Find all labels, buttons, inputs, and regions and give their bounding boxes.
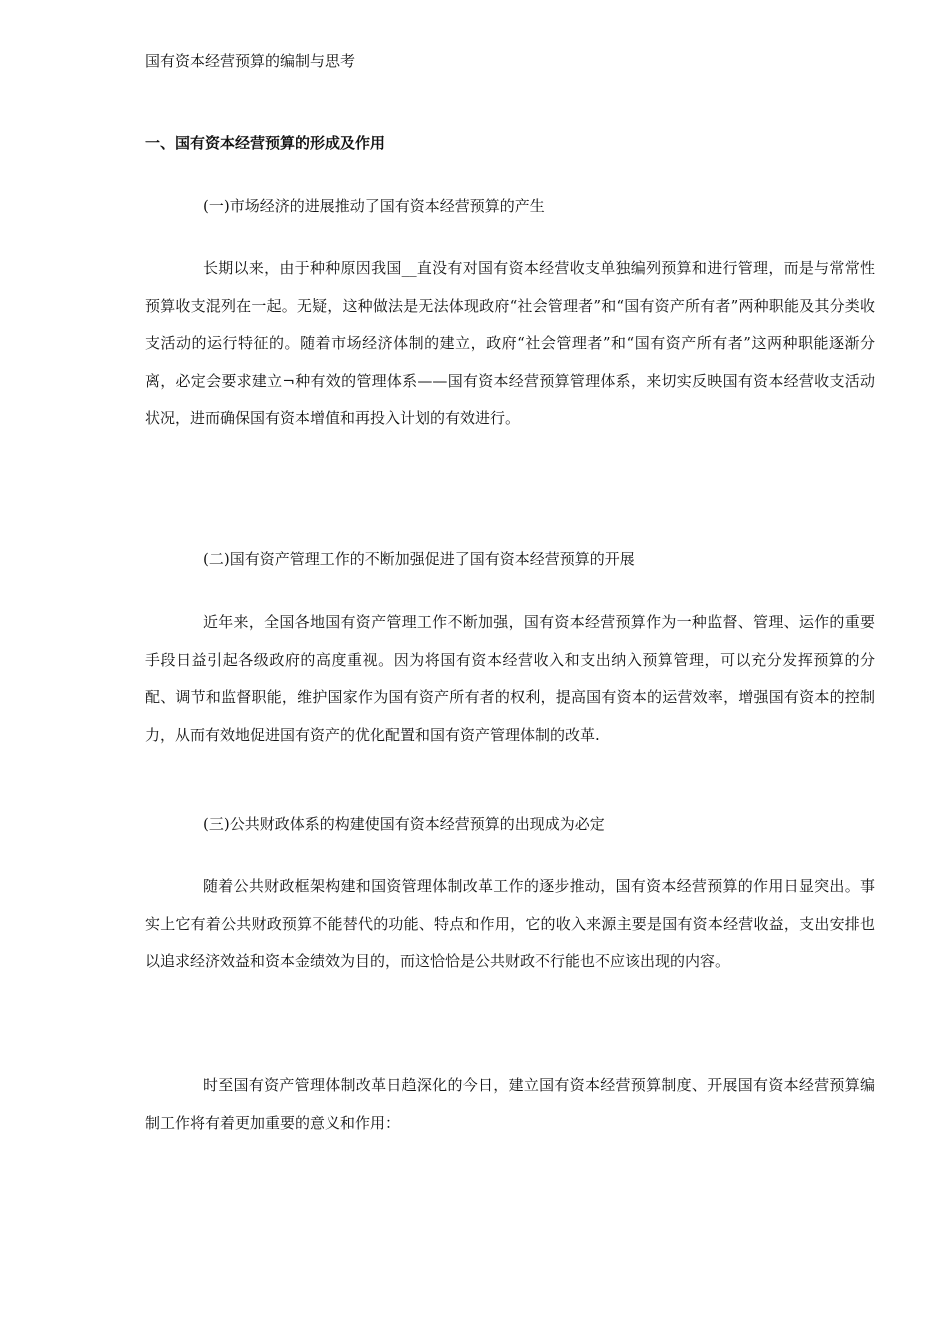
document-title: 国有资本经营预算的编制与思考 [145, 52, 356, 70]
paragraph-1: 长期以来，由于种种原因我国__直没有对国有资本经营收支单独编列预算和进行管理，而是与常常性预算收支混列在一起。无疑，这种做法是无法体现政府“社会管理者”和“国有资产所有者”两种职能及其分类收支活动的运行特征的。随着市场经济体制的建立，政府“社会管理者”和“国有资产所有者”这两种职能逐渐分离，必定会要求建立¬种有效的管理体系——国有资本经营预算管理体系，来切实反映国有资本经营收支活动状况，进而确保国有资本增值和再投入计划的有效进行。 [145, 259, 875, 427]
paragraph-4: 时至国有资产管理体制改革日趋深化的今日，建立国有资本经营预算制度、开展国有资本经营预算编制工作将有着更加重要的意义和作用： [145, 1076, 875, 1132]
section-heading: 一、国有资本经营预算的形成及作用 [145, 134, 386, 152]
sub-heading-2: (二)国有资产管理工作的不断加强促进了国有资本经营预算的开展 [203, 550, 635, 568]
paragraph-2: 近年来，全国各地国有资产管理工作不断加强，国有资本经营预算作为一种监督、管理、运作的重要手段日益引起各级政府的高度重视。因为将国有资本经营收入和支出纳入预算管理，可以充分发挥预算的分配、调节和监督职能，维护国家作为国有资产所有者的权利，提高国有资本的运营效率，增强国有资本的控制力，从而有效地促进国有资产的优化配置和国有资产管理体制的改革. [145, 613, 875, 744]
paragraph-3: 随着公共财政框架构建和国资管理体制改革工作的逐步推动，国有资本经营预算的作用日显突出。事实上它有着公共财政预算不能替代的功能、特点和作用，它的收入来源主要是国有资本经营收益，支出安排也以追求经济效益和资本金绩效为目的，而这恰恰是公共财政不行能也不应该出现的内容。 [145, 877, 875, 970]
sub-heading-1: (一)市场经济的进展推动了国有资本经营预算的产生 [203, 197, 545, 215]
sub-heading-3: (三)公共财政体系的构建使国有资本经营预算的出现成为必定 [203, 815, 605, 833]
